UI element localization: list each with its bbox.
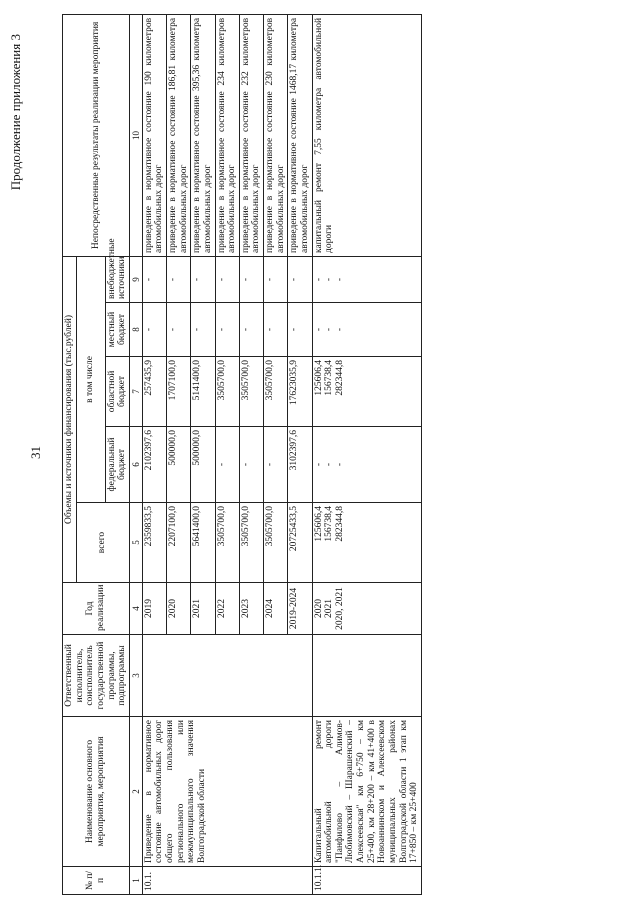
table-row [142,14,166,894]
col-number: 6 [129,427,142,503]
header-finance: Объемы и источники финансирования (тыс.рублей) [63,256,77,582]
row-federal: 3102397,6 [288,427,312,503]
header-name: Наименование основного мероприятия, мероприятия [63,717,130,867]
header-executor: Ответственный исполнитель, соисполнитель государственной программы, подпрограммы [63,635,130,717]
row-name: Капитальный ремонт автомобильной дороги "Панфилово – Алимов-Любимовский – Шарашенский – Алексеевская" км 6+750 – км 25+400, км 28+200 – км 41+400 в Новоаннинском и Алексеевском муниципальных районах Волгоградской области 1 этап км 17+850 – км 25+400 [312,717,421,867]
row-year: 2024 [264,583,288,635]
row-year: 2023 [239,583,263,635]
row-number: 10.1.1. [312,867,421,895]
row-federal: - - - [312,427,421,503]
row-result: приведение в нормативное состояние 230 километров автомобильных дорог [264,14,288,256]
continuation-label: Продолжение приложения 3 [8,34,23,191]
row-total: 20725433,5 [288,503,312,583]
row-local: - [167,303,191,357]
row-federal: 500000,0 [191,427,215,503]
col-number: 10 [129,14,142,256]
row-federal: 2102397,6 [142,427,166,503]
row-local: - [142,303,166,357]
col-number: 3 [129,635,142,717]
row-regional: 1707100,0 [167,357,191,427]
col-number: 4 [129,583,142,635]
row-result: капитальный ремонт 7,55 километра автомобильной дороги [312,14,421,256]
row-total: 3505700,0 [264,503,288,583]
header-local: местный бюджет [105,303,129,357]
row-regional: 17623035,9 [288,357,312,427]
row-year: 2020 2021 2020, 2021 [312,583,421,635]
row-local: - - - [312,303,421,357]
row-year: 2019-2024 [288,583,312,635]
row-executor [142,635,312,717]
row-extra: - [142,256,166,302]
header-extra: внебюджетные источники [105,256,129,302]
row-executor [312,635,421,717]
row-total: 2207100,0 [167,503,191,583]
row-total: 3505700,0 [215,503,239,583]
row-extra: - [239,256,263,302]
col-number: 1 [129,867,142,895]
row-total: 3505700,0 [239,503,263,583]
row-regional: 257435,9 [142,357,166,427]
col-number: 7 [129,357,142,427]
row-extra: - [264,256,288,302]
row-local: - [264,303,288,357]
header-result: Непосредственные результаты реализации мероприятия [63,14,130,256]
header-in-that: в том числе [76,256,105,502]
col-number: 8 [129,303,142,357]
row-federal: - [264,427,288,503]
row-regional: 3505700,0 [264,357,288,427]
row-regional: 5141400,0 [191,357,215,427]
row-result: приведение в нормативное состояние 190 километров автомобильных дорог [142,14,166,256]
row-extra: - [215,256,239,302]
row-federal: - [215,427,239,503]
row-regional: 3505700,0 [239,357,263,427]
row-number: 10.1. [142,867,312,895]
header-year: Год реализации [63,583,130,635]
row-result: приведение в нормативное состояние 186,81 километра автомобильных дорог [167,14,191,256]
row-federal: 500000,0 [167,427,191,503]
row-year: 2020 [167,583,191,635]
page-number: 31 [28,446,43,459]
row-result: приведение в нормативное состояние 1468,17 километра автомобильных дорог [288,14,312,256]
row-local: - [239,303,263,357]
row-regional: 125606,4 156738,4 282344,8 [312,357,421,427]
row-year: 2022 [215,583,239,635]
header-federal: федеральный бюджет [105,427,129,503]
row-regional: 3505700,0 [215,357,239,427]
row-extra: - [167,256,191,302]
col-number: 9 [129,256,142,302]
row-extra: - - - [312,256,421,302]
table-row [312,14,421,894]
row-total: 2359833,5 [142,503,166,583]
row-extra: - [288,256,312,302]
row-local: - [215,303,239,357]
header-num: № п/п [63,867,130,895]
header-regional: областной бюджет [105,357,129,427]
row-result: приведение в нормативное состояние 234 километров автомобильных дорог [215,14,239,256]
row-result: приведение в нормативное состояние 395,36 километра автомобильных дорог [191,14,215,256]
row-federal: - [239,427,263,503]
row-total: 125606,4 156738,4 282344,8 [312,503,421,583]
program-table [62,14,422,895]
row-result: приведение в нормативное состояние 232 километров автомобильных дорог [239,14,263,256]
row-year: 2019 [142,583,166,635]
row-local: - [288,303,312,357]
row-local: - [191,303,215,357]
col-number: 2 [129,717,142,867]
row-extra: - [191,256,215,302]
col-number: 5 [129,503,142,583]
row-name: Приведение в нормативное состояние автомобильных дорог общего пользования регионального или межмуниципального значения Волгоградской области [142,717,312,867]
row-total: 5641400,0 [191,503,215,583]
row-year: 2021 [191,583,215,635]
header-total: всего [76,503,129,583]
